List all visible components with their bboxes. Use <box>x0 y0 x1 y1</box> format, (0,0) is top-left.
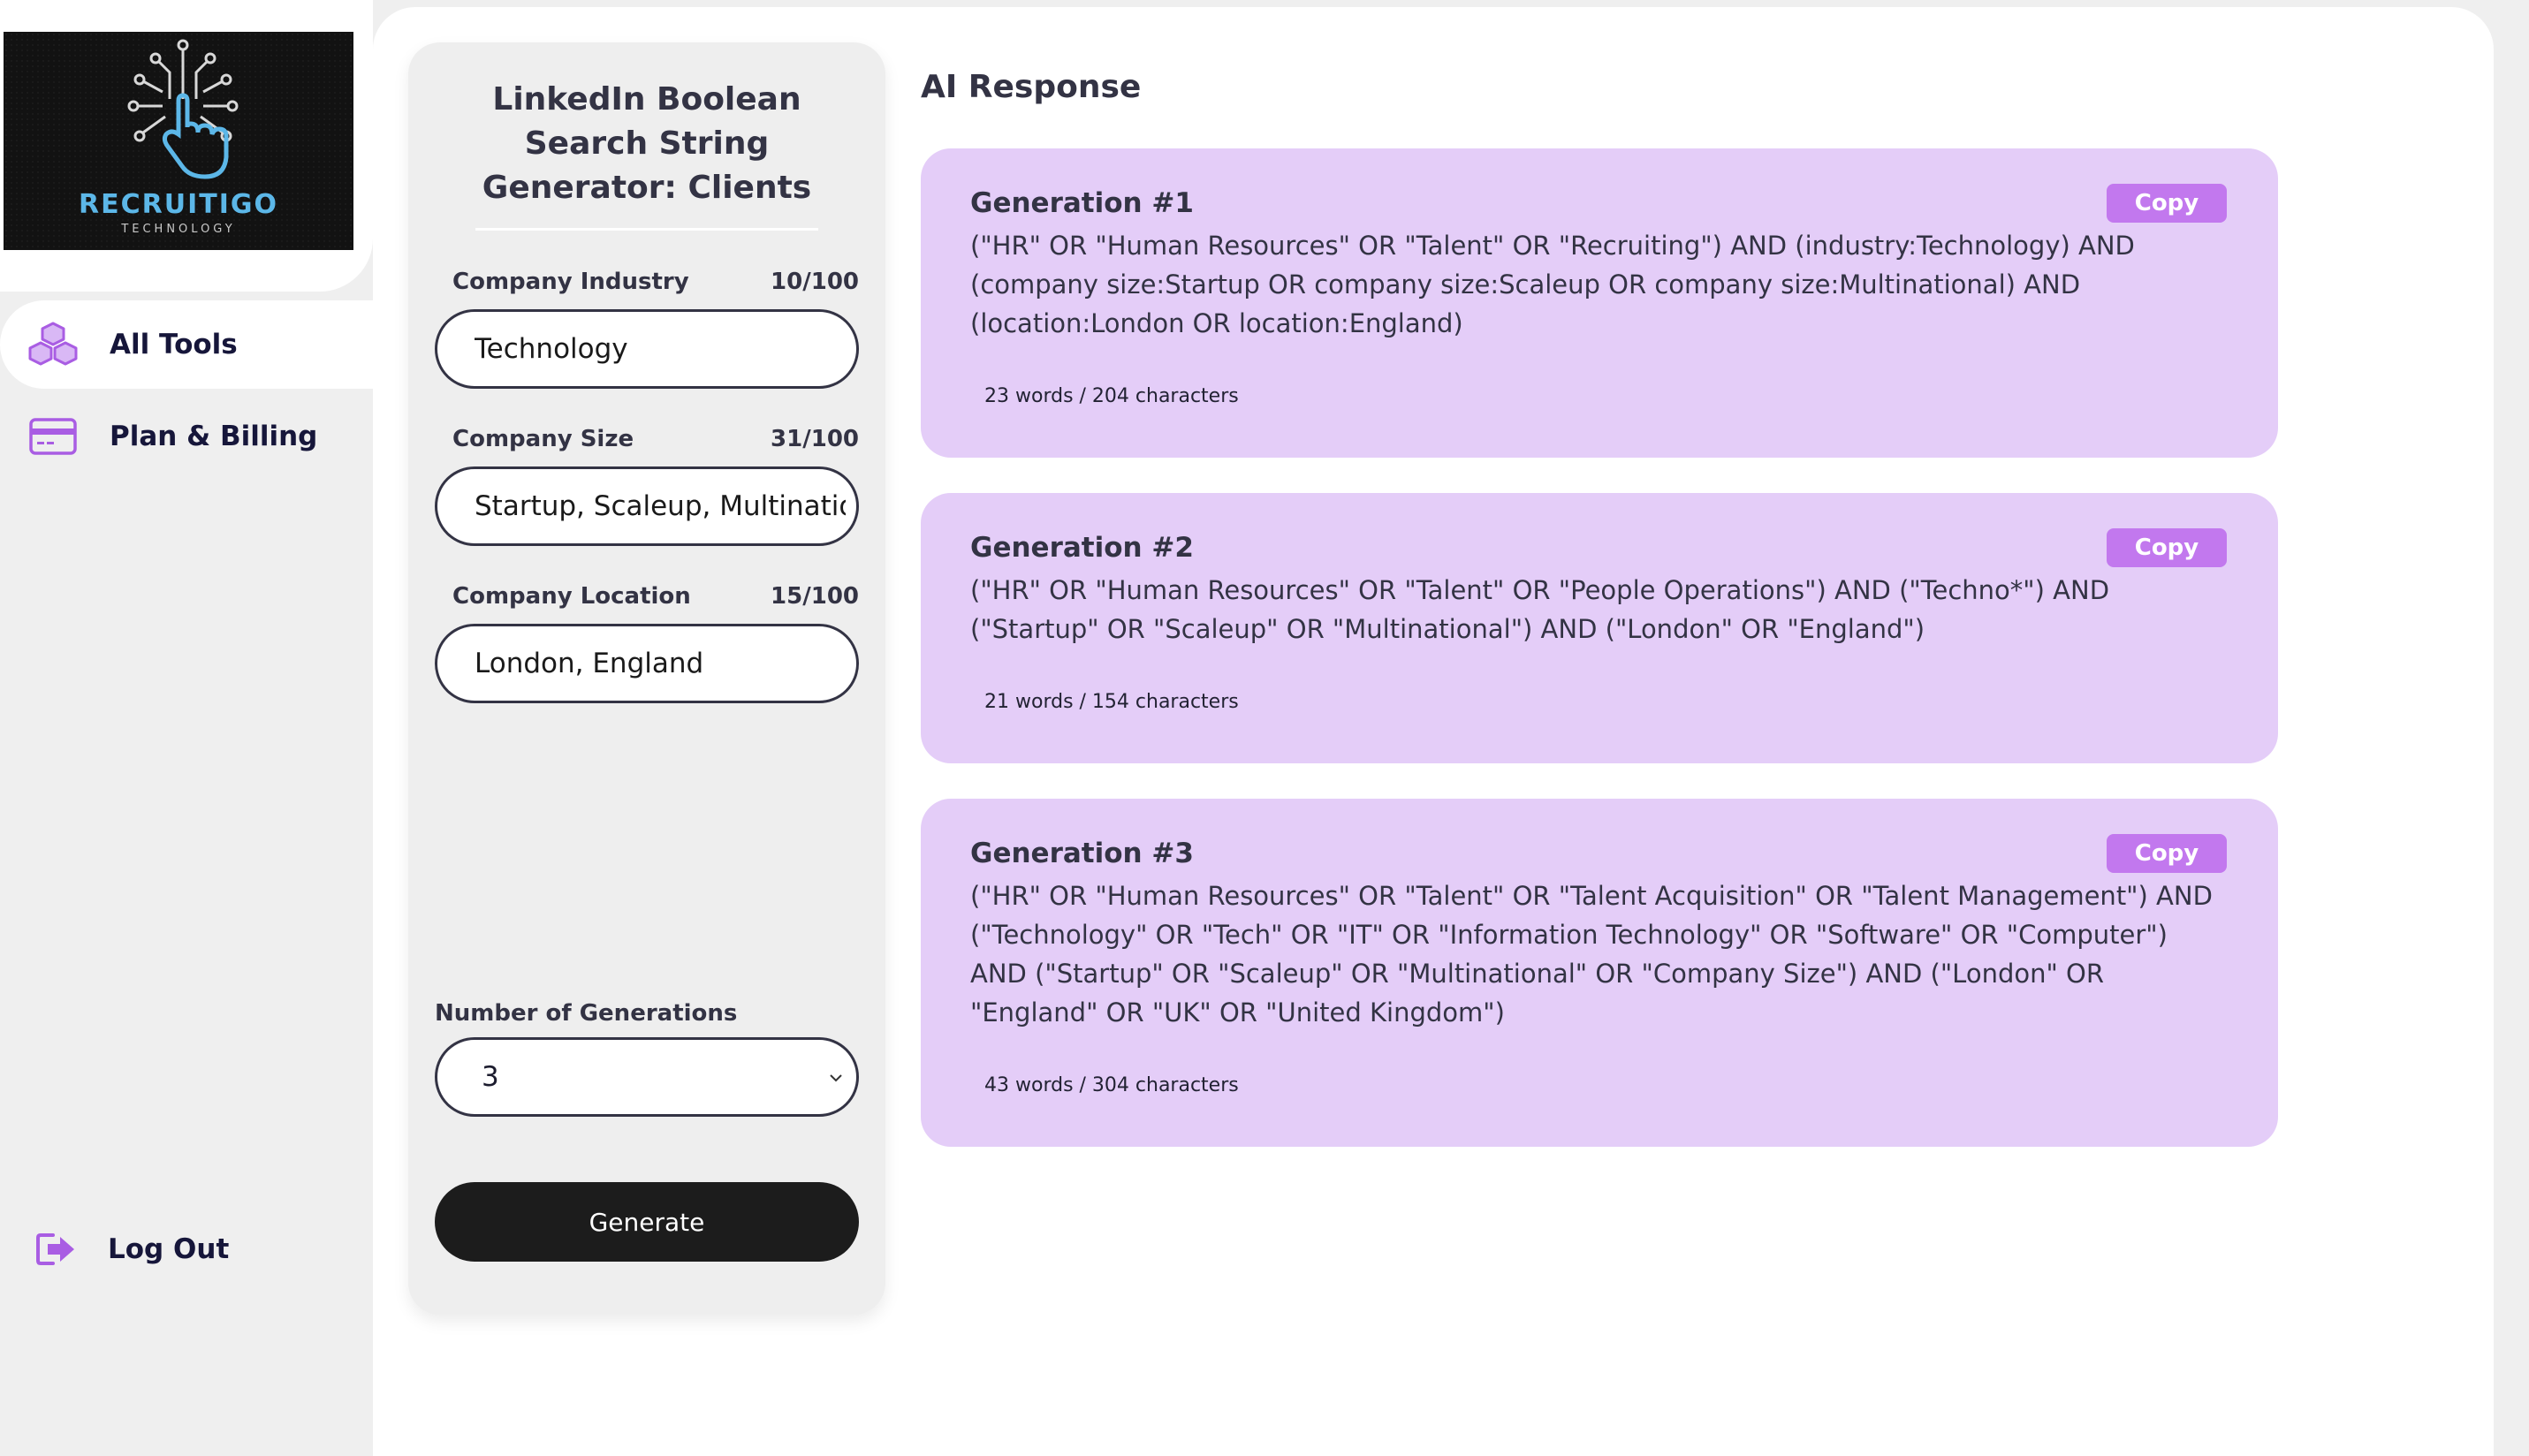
generation-stats: 43 words / 304 characters <box>984 1074 1239 1096</box>
company-size-count: 31/100 <box>771 426 859 452</box>
generation-stats: 23 words / 204 characters <box>984 385 1239 407</box>
sidebar <box>0 0 373 1442</box>
generation-text: ("HR" OR "Human Resources" OR "Talent" OR "Recruiting") AND (industry:Technology) AND (company size:Startup OR company size:Scaleup OR company size:Multinational) AND (location:London OR location:England) <box>970 231 2135 338</box>
company-industry-input[interactable] <box>435 309 859 389</box>
logout-label: Log Out <box>108 1233 230 1265</box>
logo-area <box>0 0 373 292</box>
chevron-down-icon <box>828 1070 844 1086</box>
generation-card <box>921 799 2278 1147</box>
generate-button[interactable]: Generate <box>435 1182 859 1262</box>
generation-heading: Generation #2 <box>970 532 1194 564</box>
copy-button[interactable]: Copy <box>2107 528 2227 567</box>
logo-circuit-hand-icon <box>117 37 249 187</box>
logo-tagline: TECHNOLOGY <box>121 223 236 236</box>
sidebar-item-label: Plan & Billing <box>110 421 318 452</box>
generation-card <box>921 148 2278 458</box>
company-location-label: Company Location <box>452 583 691 610</box>
number-of-generations-select[interactable] <box>435 1037 859 1117</box>
credit-card-icon <box>27 410 80 463</box>
company-location-input[interactable] <box>435 624 859 703</box>
cubes-icon <box>27 318 80 371</box>
generation-heading: Generation #1 <box>970 187 1194 219</box>
select-value: 3 <box>482 1061 499 1093</box>
logout-button[interactable] <box>0 1205 373 1293</box>
sidebar-item-all-tools[interactable] <box>0 300 373 389</box>
form-title: LinkedIn Boolean Search String Generator: Clients <box>482 81 812 206</box>
generation-heading: Generation #3 <box>970 838 1194 869</box>
copy-button[interactable]: Copy <box>2107 184 2227 223</box>
logout-icon <box>30 1223 83 1276</box>
generation-card <box>921 493 2278 763</box>
logo-name: RECRUITIGO <box>79 189 278 220</box>
company-industry-count: 10/100 <box>771 269 859 295</box>
copy-button[interactable]: Copy <box>2107 834 2227 873</box>
sidebar-item-label: All Tools <box>110 329 238 360</box>
company-industry-label: Company Industry <box>452 269 689 295</box>
number-of-generations-label: Number of Generations <box>435 1000 738 1027</box>
company-size-input[interactable] <box>435 466 859 546</box>
generation-text: ("HR" OR "Human Resources" OR "Talent" OR "People Operations") AND ("Techno*") AND ("Startup" OR "Scaleup" OR "Multinational") AND ("London" OR "England") <box>970 575 2110 644</box>
divider <box>475 228 818 231</box>
main-panel <box>373 7 2494 1456</box>
sidebar-item-plan-billing[interactable] <box>0 392 373 481</box>
generation-stats: 21 words / 154 characters <box>984 691 1239 713</box>
ai-response-title: AI Response <box>921 69 1142 105</box>
generator-form <box>408 42 885 1315</box>
company-size-label: Company Size <box>452 426 634 452</box>
company-location-count: 15/100 <box>771 583 859 610</box>
logo[interactable] <box>4 32 353 250</box>
generation-text: ("HR" OR "Human Resources" OR "Talent" OR "Talent Acquisition" OR "Talent Management") AND ("Technology" OR "Tech" OR "IT" OR "Information Technology" OR "Software" OR "Computer") AND ("Startup" OR "Scaleup" OR "Multinational" OR "Company Size") AND ("London" OR "England" OR "UK" OR "United Kingdom") <box>970 881 2213 1028</box>
